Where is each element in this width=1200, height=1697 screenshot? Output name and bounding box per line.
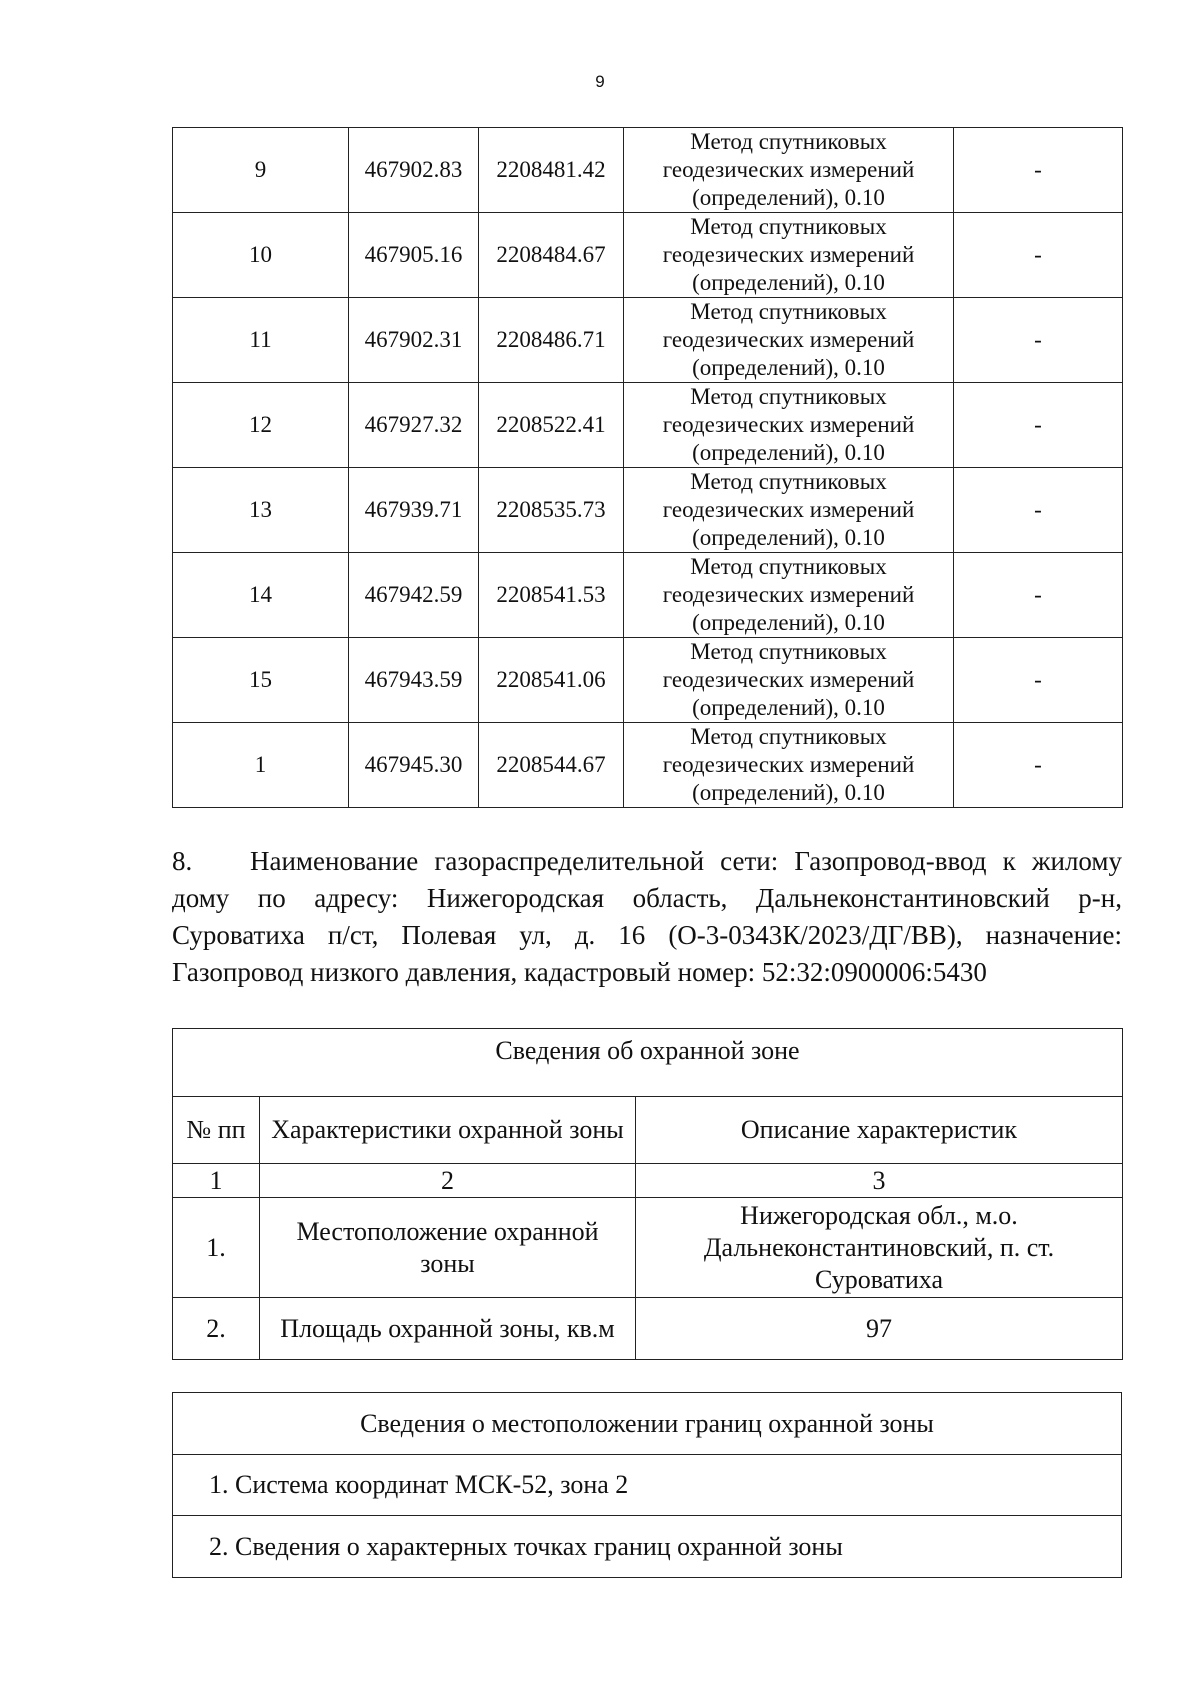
method-line: геодезических измерений <box>662 157 915 182</box>
description-cell: - <box>954 383 1123 468</box>
point-number-cell: 14 <box>173 553 349 638</box>
method-cell <box>624 128 954 213</box>
method-line: Метод спутниковых <box>690 214 887 239</box>
method-line: (определений), 0.10 <box>692 780 885 805</box>
y-coordinate-cell: 2208522.41 <box>479 383 624 468</box>
method-line: Метод спутниковых <box>690 384 887 409</box>
col-number-2: 2 <box>260 1164 636 1198</box>
col-number-1: 1 <box>173 1164 260 1198</box>
y-coordinate-cell: 2208486.71 <box>479 298 624 383</box>
point-number-cell: 11 <box>173 298 349 383</box>
row1-number: 1. <box>173 1198 260 1298</box>
col-number-3: 3 <box>636 1164 1123 1198</box>
method-cell <box>624 723 954 808</box>
row2-number: 2. <box>173 1298 260 1360</box>
description-cell: - <box>954 723 1123 808</box>
header-number: № пп <box>173 1097 260 1164</box>
method-line: (определений), 0.10 <box>692 270 885 295</box>
method-line: (определений), 0.10 <box>692 695 885 720</box>
method-line: геодезических измерений <box>662 242 915 267</box>
method-line: геодезических измерений <box>662 327 915 352</box>
method-line: геодезических измерений <box>662 667 915 692</box>
section-text: Наименование газораспределительной сети: Газопровод-ввод к жилому дому по адресу: Нижегородская область, Дальнеконстантиновский р-н, Суроватиха п/ст, Полевая ул, д. 16 (О-3-0343К/2023/ДГ/ВВ), назначение: Газопровод низкого давления, кадастровый номер: 52:32:0900006:5430 <box>172 846 1122 987</box>
location-item-2: 2. Сведения о характерных точках границ охранной зоны <box>173 1516 1122 1578</box>
table-row <box>173 383 1123 468</box>
x-coordinate-cell: 467905.16 <box>349 213 479 298</box>
location-table-title: Сведения о местоположении границ охранной зоны <box>173 1393 1122 1455</box>
method-cell <box>624 638 954 723</box>
method-line: Метод спутниковых <box>690 299 887 324</box>
point-number-cell: 12 <box>173 383 349 468</box>
zone-info-table <box>172 1028 1123 1360</box>
table-row <box>173 638 1123 723</box>
table-row <box>173 213 1123 298</box>
method-line: (определений), 0.10 <box>692 440 885 465</box>
x-coordinate-cell: 467939.71 <box>349 468 479 553</box>
method-line: Метод спутниковых <box>690 129 887 154</box>
row2-description: 97 <box>636 1298 1123 1360</box>
method-cell <box>624 298 954 383</box>
x-coordinate-cell: 467942.59 <box>349 553 479 638</box>
table-row <box>173 553 1123 638</box>
header-description: Описание характеристик <box>636 1097 1123 1164</box>
method-cell <box>624 213 954 298</box>
x-coordinate-cell: 467902.83 <box>349 128 479 213</box>
point-number-cell: 10 <box>173 213 349 298</box>
point-number-cell: 9 <box>173 128 349 213</box>
point-number-cell: 13 <box>173 468 349 553</box>
y-coordinate-cell: 2208481.42 <box>479 128 624 213</box>
header-characteristics: Характеристики охранной зоны <box>260 1097 636 1164</box>
location-item-1: 1. Система координат МСК-52, зона 2 <box>173 1455 1122 1516</box>
method-line: (определений), 0.10 <box>692 185 885 210</box>
x-coordinate-cell: 467902.31 <box>349 298 479 383</box>
table-row <box>173 128 1123 213</box>
method-line: Метод спутниковых <box>690 724 887 749</box>
x-coordinate-cell: 467945.30 <box>349 723 479 808</box>
y-coordinate-cell: 2208535.73 <box>479 468 624 553</box>
table-row <box>173 468 1123 553</box>
method-line: Метод спутниковых <box>690 469 887 494</box>
y-coordinate-cell: 2208541.06 <box>479 638 624 723</box>
method-cell <box>624 553 954 638</box>
row1-description: Нижегородская обл., м.о. Дальнеконстантиновский, п. ст. Суроватиха <box>636 1198 1123 1298</box>
method-line: (определений), 0.10 <box>692 355 885 380</box>
description-cell: - <box>954 638 1123 723</box>
method-line: (определений), 0.10 <box>692 525 885 550</box>
section-8-paragraph <box>172 843 1122 991</box>
point-number-cell: 1 <box>173 723 349 808</box>
description-cell: - <box>954 128 1123 213</box>
row2-characteristic: Площадь охранной зоны, кв.м <box>260 1298 636 1360</box>
method-line: геодезических измерений <box>662 412 915 437</box>
page-number: 9 <box>595 72 605 91</box>
method-cell <box>624 468 954 553</box>
description-cell: - <box>954 468 1123 553</box>
zone-table-title: Сведения об охранной зоне <box>173 1029 1123 1097</box>
x-coordinate-cell: 467927.32 <box>349 383 479 468</box>
y-coordinate-cell: 2208484.67 <box>479 213 624 298</box>
method-line: (определений), 0.10 <box>692 610 885 635</box>
x-coordinate-cell: 467943.59 <box>349 638 479 723</box>
location-table <box>172 1392 1122 1578</box>
method-line: геодезических измерений <box>662 752 915 777</box>
method-cell <box>624 383 954 468</box>
description-cell: - <box>954 298 1123 383</box>
method-line: геодезических измерений <box>662 497 915 522</box>
method-line: геодезических измерений <box>662 582 915 607</box>
section-number: 8. <box>172 846 193 876</box>
description-cell: - <box>954 553 1123 638</box>
y-coordinate-cell: 2208541.53 <box>479 553 624 638</box>
y-coordinate-cell: 2208544.67 <box>479 723 624 808</box>
coordinates-table <box>172 127 1123 808</box>
method-line: Метод спутниковых <box>690 554 887 579</box>
table-row <box>173 298 1123 383</box>
point-number-cell: 15 <box>173 638 349 723</box>
row1-characteristic: Местоположение охранной зоны <box>260 1198 636 1298</box>
table-row <box>173 723 1123 808</box>
description-cell: - <box>954 213 1123 298</box>
method-line: Метод спутниковых <box>690 639 887 664</box>
